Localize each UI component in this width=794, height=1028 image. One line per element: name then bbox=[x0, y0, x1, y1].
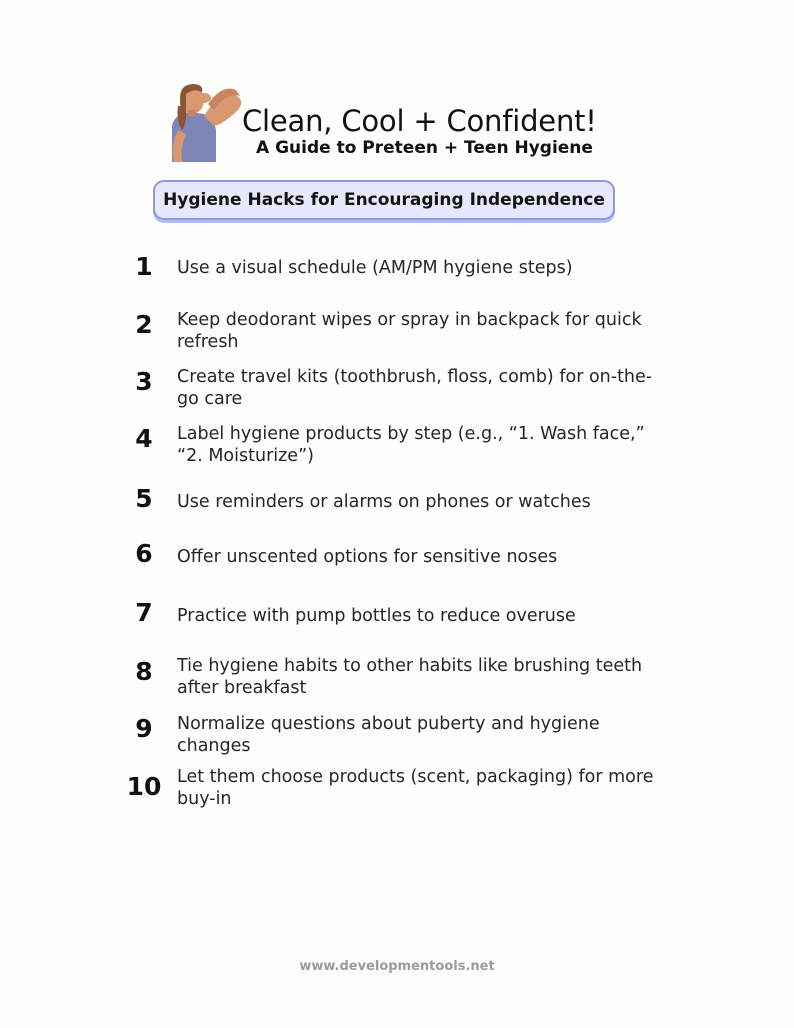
item-text: Let them choose products (scent, packaging) for more buy-in bbox=[177, 767, 654, 809]
item-number: 3 bbox=[135, 367, 153, 396]
item-number: 10 bbox=[126, 772, 162, 801]
item-number: 6 bbox=[135, 539, 153, 568]
footer-url: www.developmentools.net bbox=[299, 959, 495, 974]
header bbox=[160, 74, 640, 164]
section-banner bbox=[153, 180, 615, 220]
item-text: Use reminders or alarms on phones or watches bbox=[177, 492, 591, 512]
item-text: Label hygiene products by step (e.g., “1. Wash face,” “2. Moisturize”) bbox=[177, 424, 645, 466]
item-number: 1 bbox=[135, 252, 153, 281]
page-title: Clean, Cool + Confident! bbox=[242, 104, 597, 138]
item-number: 7 bbox=[135, 598, 153, 627]
item-number: 4 bbox=[135, 424, 153, 453]
item-text: Keep deodorant wipes or spray in backpack for quick refresh bbox=[177, 310, 642, 352]
item-text: Practice with pump bottles to reduce overuse bbox=[177, 606, 576, 626]
item-text: Create travel kits (toothbrush, floss, comb) for on-the-go care bbox=[177, 367, 653, 409]
item-text: Use a visual schedule (AM/PM hygiene steps) bbox=[177, 258, 573, 278]
girl-raising-arm-icon bbox=[164, 76, 246, 162]
item-number: 9 bbox=[135, 714, 153, 743]
section-banner-label: Hygiene Hacks for Encouraging Independence bbox=[163, 190, 605, 210]
item-number: 2 bbox=[135, 310, 153, 339]
item-text: Offer unscented options for sensitive noses bbox=[177, 547, 558, 567]
item-text: Normalize questions about puberty and hygiene changes bbox=[177, 714, 600, 756]
page-subtitle: A Guide to Preteen + Teen Hygiene bbox=[256, 138, 593, 158]
item-number: 5 bbox=[135, 484, 153, 513]
item-number: 8 bbox=[135, 657, 153, 686]
item-text: Tie hygiene habits to other habits like brushing teeth after breakfast bbox=[177, 656, 643, 698]
